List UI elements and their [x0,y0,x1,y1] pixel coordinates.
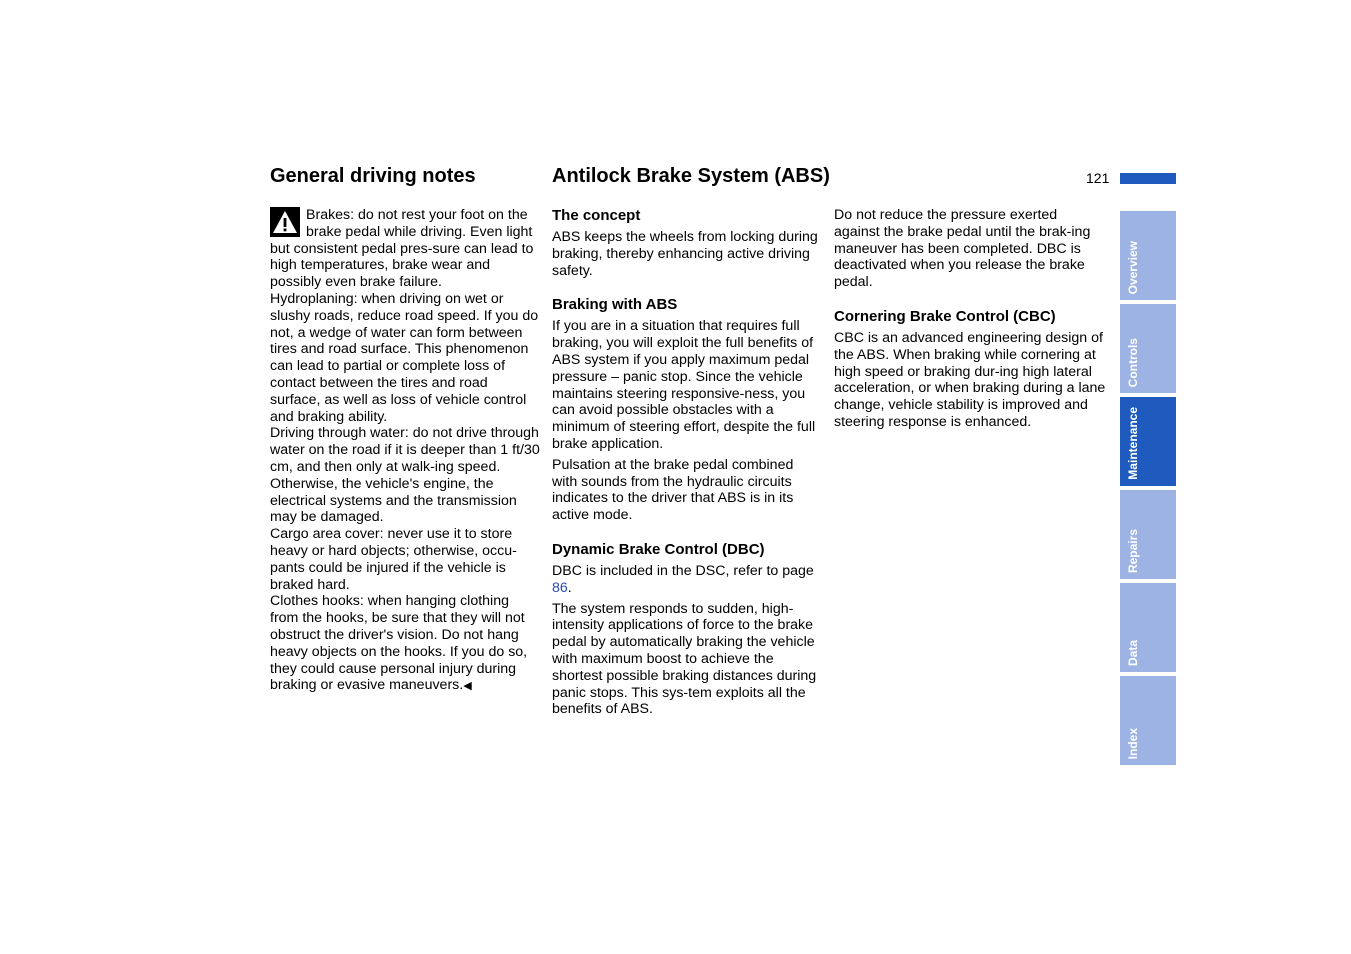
tab-maintenance[interactable] [1120,397,1176,486]
tab-controls-label: Controls [1126,337,1140,387]
heading-cbc: Cornering Brake Control (CBC) [834,307,1056,325]
tab-index-label: Index [1126,727,1140,759]
general-notes-column [270,207,540,695]
dbc-paragraph-2: The system responds to sudden, high-intensity applications of force to the brake pedal by automatically braking the vehicle with maximum boost to achieve the shortest possible braking distances during panic stops. This sys-tem exploits all the benefits of ABS. [552,600,817,718]
cbc-paragraph: CBC is an advanced engineering design of the ABS. When braking while cornering at high speed or braking dur-ing high lateral acceleration, or when braking during a lane change, vehicle stability is improved and steering response is enhanced. [834,329,1106,430]
braking-paragraph-2: Pulsation at the brake pedal combined with sounds from the hydraulic circuits indicates to the driver that ABS is in its active mode. [552,456,794,524]
page-number: 121 [1086,170,1110,186]
tab-maintenance-label: Maintenance [1126,407,1140,480]
tab-repairs-label: Repairs [1126,528,1140,573]
cargo-area-cover-paragraph: Cargo area cover: never use it to store heavy or hard objects; otherwise, occu-pants could be injured if the vehicle is braked hard. [270,526,517,593]
tab-index[interactable] [1120,676,1176,765]
driving-through-water-paragraph: Driving through water: do not drive through water on the road if it is deeper than 1 ft/30 cm, and then only at walk-ing speed. Otherwise, the vehicle's engine, the electrical systems and the transmission may be damaged. [270,425,540,526]
heading-the-concept: The concept [552,207,641,224]
page-number-bar [1120,173,1176,184]
tab-data[interactable] [1120,583,1176,672]
dbc-paragraph-1 [552,563,822,597]
tab-overview-label: Overview [1126,240,1140,294]
page-86-link[interactable]: 86 [552,579,568,596]
heading-dbc: Dynamic Brake Control (DBC) [552,540,765,558]
tab-data-label: Data [1126,639,1140,666]
braking-paragraph-1: If you are in a situation that requires full braking, you will exploit the full benefits of ABS system if you apply maximum pedal pressure – panic stop. Since the vehicle maintains steering responsive-ness, you can avoid possible obstacles with a minimum of steering effort, despite the full brake application. [552,318,816,452]
dbc-continued-paragraph: Do not reduce the pressure exerted against the brake pedal until the brak-ing maneuver has been completed. DBC is deactivated when you release the brake pedal. [834,207,1091,291]
section-title-general-driving-notes: General driving notes [270,165,476,187]
clothes-hooks-paragraph [270,593,540,695]
end-of-section-icon: ◀ [463,680,472,693]
warning-paragraph [270,207,540,291]
warning-triangle-icon [270,207,300,237]
warning-text: Brakes: do not rest your foot on the brake pedal while driving. Even light but consistent pedal pres-sure can lead to high temperatures, brake wear and possibly even brake failure. [270,207,534,291]
abs-column [552,206,822,718]
page-title: Antilock Brake System (ABS) [552,165,830,187]
dbc-paragraph-1-text: DBC is included in the DSC, refer to page [552,562,814,579]
tab-controls[interactable] [1120,304,1176,393]
chapter-tabs [1120,211,1176,769]
tab-overview[interactable] [1120,211,1176,300]
hydroplaning-paragraph: Hydroplaning: when driving on wet or slushy roads, reduce road speed. If you do not, a wedge of water can form between tires and road surface. This phenomenon can lead to partial or complete loss of contact between the tires and road surface, as well as loss of vehicle control and braking ability. [270,290,539,425]
concept-paragraph: ABS keeps the wheels from locking during braking, thereby enhancing active driving safety. [552,229,818,279]
heading-braking-with-abs: Braking with ABS [552,296,678,314]
cbc-column [834,207,1106,431]
tab-repairs[interactable] [1120,490,1176,579]
clothes-hooks-text: Clothes hooks: when hanging clothing from the hooks, be sure that they will not obstruct the driver's vision. Do not hang heavy objects on the hooks. If you do so, they could cause personal injury during braking or evasive maneuvers. [270,593,528,694]
dbc-paragraph-1-end: . [567,579,572,596]
